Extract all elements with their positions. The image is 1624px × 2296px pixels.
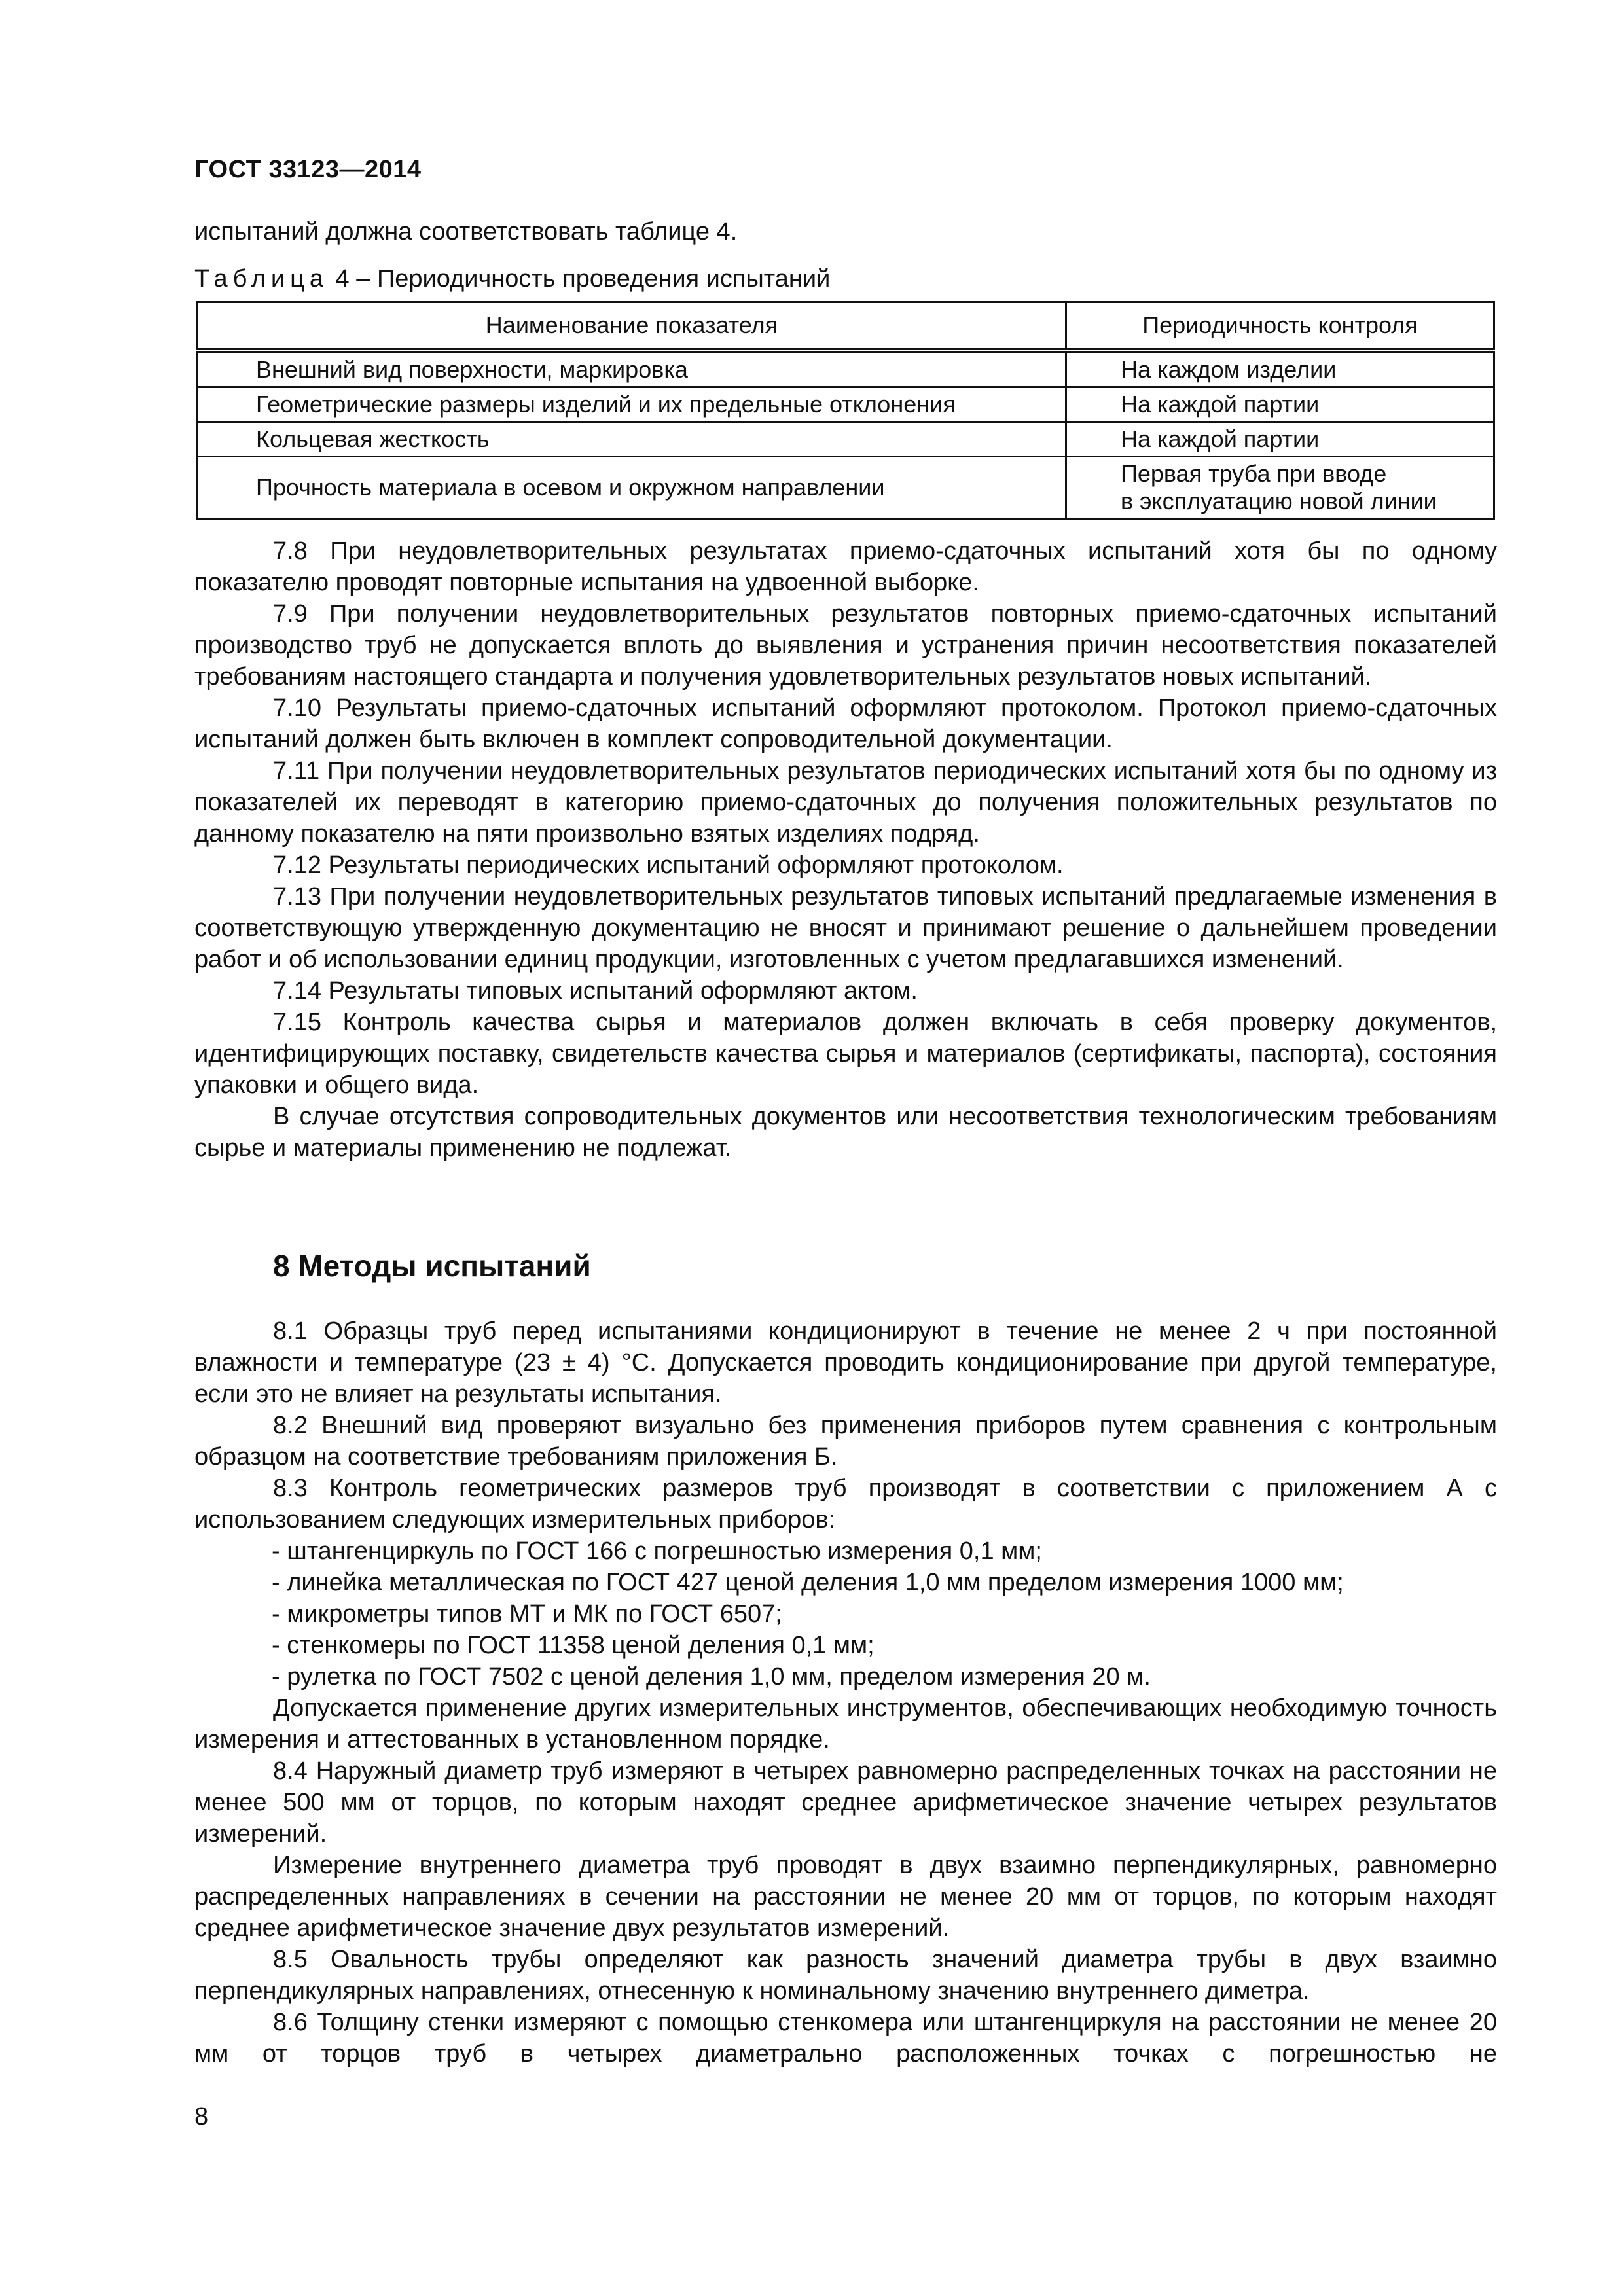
list-item: - линейка металлическая по ГОСТ 427 ценой деления 1,0 мм пределом измерения 1000 мм; (272, 1569, 1344, 1596)
period-line: в эксплуатацию новой линии (1121, 488, 1437, 514)
table-row (198, 351, 1494, 387)
paragraph-7-10: 7.10 Результаты приемо-сдаточных испытаний оформляют протоколом. Протокол приемо-сдаточных испытаний должен быть включен в комплект сопроводительной документации. (194, 694, 1497, 753)
table-cell-period: На каждой партии (1066, 387, 1494, 422)
table-row (198, 457, 1494, 519)
paragraph-8-2: 8.2 Внешний вид проверяют визуально без применения приборов путем сравнения с контрольным образцом на соответствие требованиям приложения Б. (194, 1412, 1497, 1471)
paragraph-8-4-inner: Измерение внутреннего диаметра труб проводят в двух взаимно перпендикулярных, равномерно распределенных направлениях в сечении на расстоянии не менее 20 мм от торцов, по которым находят среднее арифметическое значение двух результатов измерений. (194, 1852, 1497, 1942)
page-number: 8 (194, 2103, 209, 2130)
table-cell-name: Прочность материала в осевом и окружном направлении (198, 457, 1066, 519)
paragraph-7-15: 7.15 Контроль качества сырья и материалов должен включать в себя проверку документов, идентифицирующих поставку, свидетельств качества сырья и материалов (сертификаты, паспорта), состояния упаковки и общего вида. (194, 1009, 1497, 1099)
paragraph-8-6: 8.6 Толщину стенки измеряют с помощью стенкомера или штангенциркуля на расстоянии не менее 20 мм от торцов труб в четырех диаметрально расположенных точках с погрешностью не (194, 2009, 1497, 2068)
period-line: Первая труба при вводе (1121, 460, 1387, 487)
paragraph-7-14: 7.14 Результаты типовых испытаний оформляют актом. (273, 977, 918, 1005)
table-caption-word: Таблица (194, 265, 329, 293)
paragraph-7-15-note: В случае отсутствия сопроводительных документов или несоответствия технологическим требованиям сырье и материалы применению не подлежат. (194, 1103, 1497, 1162)
table-cell-period: На каждой партии (1066, 422, 1494, 457)
column-header-indicator: Наименование показателя (198, 302, 1066, 351)
section-8-title: 8 Методы испытаний (273, 1249, 591, 1283)
table-caption (194, 265, 830, 293)
table-cell-name: Кольцевая жесткость (198, 422, 1066, 457)
table-row (198, 422, 1494, 457)
periodicity-table (196, 301, 1495, 520)
column-header-periodicity: Периодичность контроля (1066, 302, 1494, 351)
table-cell-name: Геометрические размеры изделий и их предельные отклонения (198, 387, 1066, 422)
paragraph-7-11: 7.11 При получении неудовлетворительных результатов периодических испытаний хотя бы по одному из показателей их переводят в категорию приемо-сдаточных до получения положительных результатов по данному показателю на пяти произвольно взятых изделиях подряд. (194, 757, 1497, 848)
list-item: - микрометры типов МТ и МК по ГОСТ 6507; (272, 1600, 782, 1628)
paragraph-7-13: 7.13 При получении неудовлетворительных результатов типовых испытаний предлагаемые изменения в соответствующую утвержденную документацию не вносят и принимают решение о дальнейшем проведении работ и об использовании единиц продукции, изготовленных с учетом предлагавшихся изменений. (194, 883, 1497, 973)
intro-line: испытаний должна соответствовать таблице 4. (194, 218, 738, 245)
table-cell-name: Внешний вид поверхности, маркировка (198, 351, 1066, 387)
table-row (198, 387, 1494, 422)
document-code: ГОСТ 33123—2014 (194, 156, 422, 183)
paragraph-8-1: 8.1 Образцы труб перед испытаниями кондиционируют в течение не менее 2 ч при постоянной влажности и температуре (23 ± 4) °С. Допускается проводить кондиционирование при другой температуре, если это не влияет на результаты испытания. (194, 1318, 1497, 1408)
paragraph-8-5: 8.5 Овальность трубы определяют как разность значений диаметра трубы в двух взаимно перпендикулярных направлениях, отнесенную к номинальному значению внутреннего диметра. (194, 1946, 1497, 2005)
paragraph-8-3-note: Допускается применение других измерительных инструментов, обеспечивающих необходимую точность измерения и аттестованных в установленном порядке. (194, 1695, 1497, 1753)
section-7-text (194, 535, 1497, 1164)
paragraph-8-3: 8.3 Контроль геометрических размеров труб производят в соответствии с приложением А с использованием следующих измерительных приборов: (194, 1475, 1497, 1534)
table-caption-text: 4 – Периодичность проведения испытаний (329, 265, 831, 293)
table-header-row (198, 302, 1494, 351)
list-item: - штангенциркуль по ГОСТ 166 с погрешностью измерения 0,1 мм; (272, 1537, 1042, 1565)
list-item: - стенкомеры по ГОСТ 11358 ценой деления 0,1 мм; (272, 1632, 875, 1659)
table-cell-period: На каждом изделии (1066, 351, 1494, 387)
paragraph-7-8: 7.8 При неудовлетворительных результатах приемо-сдаточных испытаний хотя бы по одному показателю проводят повторные испытания на удвоенной выборке. (194, 537, 1497, 596)
paragraph-8-4: 8.4 Наружный диаметр труб измеряют в четырех равномерно распределенных точках на расстоянии не менее 500 мм от торцов, по которым находят среднее арифметическое значение четырех результатов измерений. (194, 1757, 1497, 1848)
paragraph-7-12: 7.12 Результаты периодических испытаний оформляют протоколом. (273, 852, 1064, 879)
list-item: - рулетка по ГОСТ 7502 с ценой деления 1,0 мм, пределом измерения 20 м. (272, 1663, 1151, 1691)
section-8-text (194, 1316, 1497, 2070)
table-cell-period (1066, 457, 1494, 519)
paragraph-7-9: 7.9 При получении неудовлетворительных результатов повторных приемо-сдаточных испытаний производство труб не допускается вплоть до выявления и устранения причин несоответствия показателей требованиям настоящего стандарта и получения удовлетворительных результатов новых испытаний. (194, 600, 1497, 691)
